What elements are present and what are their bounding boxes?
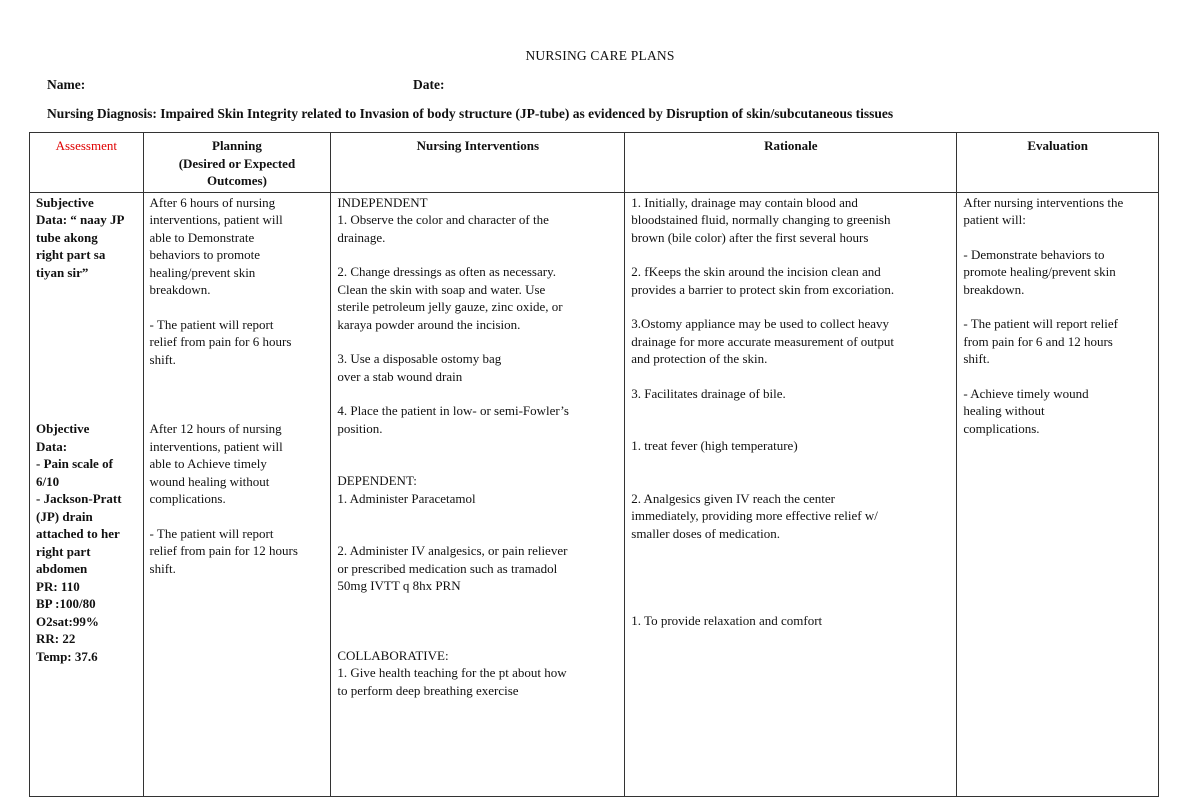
intervention-dependent-2: 2. Administer IV analgesics, or pain reliever or prescribed medication such as tramadol 50mg IVTT q 8hx PRN <box>337 543 568 593</box>
rationale-3: 3.Ostomy appliance may be used to collect heavy drainage for more accurate measurement of output and protection of the skin. <box>631 316 895 366</box>
table-header-row <box>30 133 1159 193</box>
intervention-collaborative-1: COLLABORATIVE: 1. Give health teaching for the pt about how to perform deep breathing exercise <box>337 647 567 698</box>
planning-outcome-3: After 12 hours of nursing interventions, patient will able to Achieve timely wound healing without complications. <box>149 421 283 506</box>
interventions-cell <box>331 192 625 796</box>
planning-outcome-2: - The patient will report relief from pain for 6 hours shift. <box>149 316 292 367</box>
intervention-dependent-1: DEPENDENT: 1. Administer Paracetamol <box>337 473 476 506</box>
evaluation-2: - The patient will report relief from pain for 6 and 12 hours shift. <box>963 316 1118 366</box>
header-evaluation: Evaluation <box>957 133 1159 193</box>
rationale-6: 2. Analgesics given IV reach the center immediately, providing more effective relief w/ smaller doses of medication. <box>631 490 878 541</box>
header-planning: Planning (Desired or Expected Outcomes) <box>143 133 331 193</box>
name-label: Name: <box>47 77 86 92</box>
evaluation-intro: After nursing interventions the patient will: <box>963 194 1124 227</box>
evaluation-cell <box>957 192 1159 796</box>
intervention-independent-1: INDEPENDENT 1. Observe the color and character of the drainage. <box>337 194 549 245</box>
header-assessment: Assessment <box>30 133 144 193</box>
intervention-independent-2: 2. Change dressings as often as necessary. Clean the skin with soap and water. Use sterile petroleum jelly gauze, zinc oxide, or karaya powder around the incision. <box>337 264 563 332</box>
intervention-independent-3: 3. Use a disposable ostomy bag over a stab wound drain <box>337 351 502 384</box>
planning-outcome-4: - The patient will report relief from pain for 12 hours shift. <box>149 525 298 576</box>
page-title: NURSING CARE PLANS <box>525 48 675 63</box>
rationale-2: 2. fKeeps the skin around the incision clean and provides a barrier to protect skin from excoriation. <box>631 264 895 297</box>
rationale-5: 1. treat fever (high temperature) <box>631 438 798 453</box>
rationale-4: 3. Facilitates drainage of bile. <box>631 385 786 401</box>
header-interventions: Nursing Interventions <box>331 133 625 193</box>
evaluation-3: - Achieve timely wound healing without complications. <box>963 385 1089 436</box>
planning-cell <box>143 192 331 796</box>
care-plan-table <box>29 132 1159 797</box>
rationale-7: 1. To provide relaxation and comfort <box>631 613 823 628</box>
intervention-independent-4: 4. Place the patient in low- or semi-Fowler’s position. <box>337 403 569 436</box>
subjective-data: Subjective Data: “ naay JP tube akong right part sa tiyan sir” <box>36 194 125 280</box>
assessment-cell <box>30 192 144 796</box>
date-label: Date: <box>413 77 445 92</box>
objective-data: Objective Data: - Pain scale of 6/10 - Jackson-Pratt (JP) drain attached to her right part abdomen PR: 110 BP :100/80 O2sat:99% RR: 22 Temp: 37.6 <box>36 421 122 664</box>
rationale-cell <box>625 192 957 796</box>
header-rationale: Rationale <box>625 133 957 193</box>
planning-outcome-1: After 6 hours of nursing interventions, patient will able to Demonstrate behaviors to promote healing/prevent skin breakdown. <box>149 194 283 297</box>
nursing-diagnosis: Nursing Diagnosis: Impaired Skin Integrity related to Invasion of body structure (JP-tube) as evidenced by Disruption of skin/subcutaneous tissues <box>47 106 894 121</box>
rationale-1: 1. Initially, drainage may contain blood and bloodstained fluid, normally changing to greenish brown (bile color) after the first several hours <box>631 194 891 245</box>
evaluation-1: - Demonstrate behaviors to promote healing/prevent skin breakdown. <box>963 246 1116 297</box>
table-row <box>30 192 1159 796</box>
